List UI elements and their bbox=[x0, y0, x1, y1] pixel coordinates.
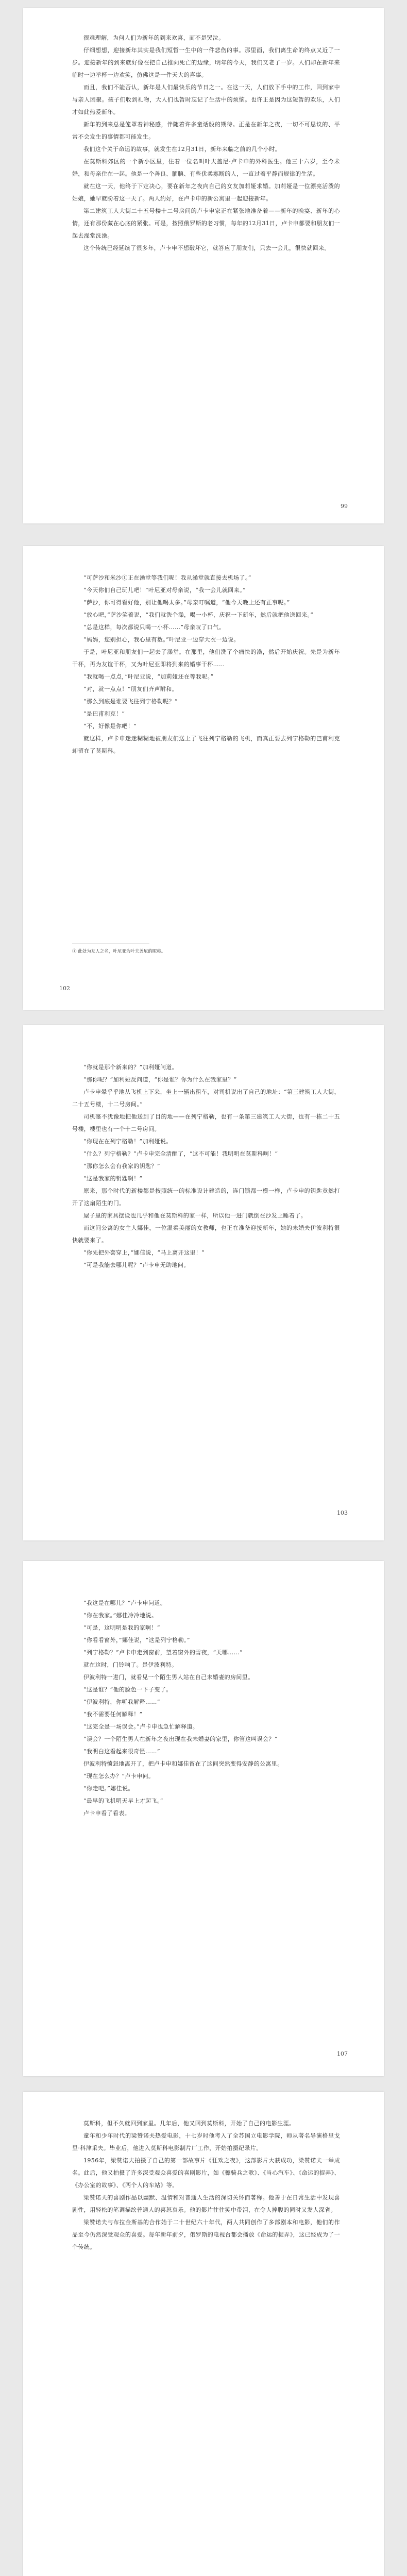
paragraph: 伊波利特一进门，就看见一个陌生男人站在自己未婚妻的房间里。 bbox=[83, 1674, 254, 1681]
book-page bbox=[23, 8, 384, 523]
paragraph: “今天你们自己玩儿吧！”叶尼亚对母亲说，“我一会儿就回来。” bbox=[83, 587, 246, 594]
paragraph: “萨沙，你可得看好他，别让他喝太多。”母亲叮嘱道，“他今天晚上还有正事呢。” bbox=[83, 599, 290, 606]
paragraph: 卢卡申看了看表。 bbox=[83, 1810, 131, 1817]
paragraph: 伊波利特愤怒地离开了，把卢卡申和娜佳留在了这间突然变得安静的公寓里。 bbox=[83, 1760, 283, 1767]
paragraph: 就在这一天，他终于下定决心，要在新年之夜向自己的女友加莉娅求婚。加莉娅是一位漂亮活泼的姑娘，她早就盼着这一天了。两人约好，在卢卡申的新公寓里一起迎接新年。 bbox=[72, 183, 340, 202]
paragraph: 而这间公寓的女主人娜佳，一位温柔美丽的女教师，也正在准备迎接新年，她的未婚夫伊波利特很快就要来了。 bbox=[72, 1225, 340, 1244]
paragraph: “可萨沙和米沙①正在澡堂等我们呢！我从澡堂就直接去机场了。” bbox=[83, 574, 251, 581]
paragraph: “最早的飞机明天早上才起飞。” bbox=[83, 1798, 163, 1804]
page-body bbox=[72, 1061, 340, 1272]
page-number: 102 bbox=[59, 985, 70, 992]
paragraph: 第二建筑工人大街二十五号楼十二号房间的卢卡申家正在紧张地准备着——新年的晚宴、新年的心情，还有那份藏在心底的紧张。可是，按照俄罗斯的老习惯，每年的12月31日，卢卡申都要和朋友们一起去澡堂洗澡。 bbox=[72, 208, 340, 239]
paragraph: 而且，我们不能否认，新年是人们最快乐的节日之一。在这一天，人们放下手中的工作，回到家中与亲人团聚。孩子们收到礼物，大人们也暂时忘记了生活中的烦恼。也许正是因为这短暂的欢乐，人们才如此热爱新年。 bbox=[72, 84, 340, 115]
page-body bbox=[72, 1597, 340, 1820]
paragraph: “对，就一点点！”朋友们齐声附和。 bbox=[83, 686, 178, 692]
page-number: 99 bbox=[341, 503, 348, 510]
paragraph: 司机毫不犹豫地把他送到了目的地——在列宁格勒，也有一条第三建筑工人大街，也有一栋二十五号楼，楼里也有一个十二号房间。 bbox=[72, 1113, 340, 1132]
paragraph: 仔细想想，迎接新年其实是我们短暂一生中的一件悲伤的事。那里面，我们离生命的终点又近了一步。迎接新年的到来就好像在把自己推向死亡的边缘，明年的今天，我们又老了一岁。人们却在新年来临时一边举杯一边欢笑，仿佛这是一件天大的喜事。 bbox=[72, 47, 340, 78]
paragraph: “不，好像是你吧！” bbox=[83, 723, 137, 730]
paragraph: “列宁格勒？”卢卡申走到窗前，望着窗外的雪夜，“天哪……” bbox=[83, 1649, 243, 1656]
paragraph: “现在怎么办？”卢卡申问。 bbox=[83, 1773, 155, 1780]
paragraph: “那你怎么会有我家的钥匙？” bbox=[83, 1163, 160, 1170]
paragraph: “那你呢？”加利娅反问道，“你是谁？你为什么在我家里？” bbox=[83, 1076, 237, 1083]
paragraph: “你现在在列宁格勒！”加利娅说。 bbox=[83, 1138, 172, 1145]
paragraph: “可是，这明明是我的家啊！” bbox=[83, 1624, 160, 1631]
paragraph: 就这样，卢卡申迷迷糊糊地被朋友们送上了飞往列宁格勒的飞机，而真正要去列宁格勒的巴甫利克却留在了莫斯科。 bbox=[72, 735, 340, 754]
paragraph: “伊波利特，你听我解释……” bbox=[83, 1699, 160, 1705]
paragraph: 就在这时，门铃响了。是伊波利特。 bbox=[83, 1662, 178, 1668]
paragraph: 于是，叶尼亚和朋友们一起去了澡堂。在那里，他们洗了个痛快的澡，然后开始庆祝。先是为新年干杯，再为友谊干杯，又为叶尼亚即将到来的婚事干杯…… bbox=[72, 649, 340, 668]
page-body bbox=[72, 32, 340, 255]
book-page bbox=[23, 546, 384, 1010]
paragraph: “误会？一个陌生男人在新年之夜出现在我未婚妻的家里，你管这叫误会？” bbox=[83, 1736, 278, 1742]
footnote: ① 此处为友人之名，叶尼亚为叶夫盖尼的昵称。 bbox=[72, 949, 166, 954]
paragraph: 1956年，梁赞诺夫拍摄了自己的第一部故事片《狂欢之夜》，这部影片大获成功，梁赞诺夫一举成名。此后，他又拍摄了许多深受观众喜爱的喜剧影片，如《骠骑兵之歌》、《当心汽车》、《命运的捉弄》、《办公室的故事》、《两个人的车站》等。 bbox=[72, 2157, 340, 2189]
paragraph: “这是谁？”他的脸色一下子变了。 bbox=[83, 1686, 172, 1693]
paragraph: “我就喝一点点，”叶尼亚说，“加莉娅还在等我呢。” bbox=[83, 673, 214, 680]
paragraph: “什么？列宁格勒？”卢卡申完全清醒了，“这不可能！我明明在莫斯科啊！” bbox=[83, 1150, 278, 1157]
paragraph: 梁赞诺夫的喜剧作品以幽默、温情和对普通人生活的深切关怀而著称。他善于在日常生活中发现喜剧性，用轻松的笔调描绘普通人的喜怒哀乐。他的影片往往笑中带泪，在令人捧腹的同时又发人深省。 bbox=[72, 2194, 340, 2213]
paragraph: “这完全是一场误会。”卢卡申也急忙解释道。 bbox=[83, 1723, 199, 1730]
paragraph: 原来，那个时代的新楼都是按照统一的标准设计建造的，连门锁都一模一样，卢卡申的钥匙竟然打开了这扇陌生的门。 bbox=[72, 1188, 340, 1207]
paragraph: “总是这样，每次都说只喝一小杯……”母亲叹了口气。 bbox=[83, 624, 225, 631]
paragraph: “你先把外套穿上，”娜佳说，“马上离开这里！” bbox=[83, 1249, 205, 1256]
paragraph: “放心吧，”萨沙笑着说，“我们就洗个澡，喝一小杯，庆祝一下新年，然后就把他送回来。” bbox=[83, 612, 314, 618]
paragraph: 我们这个关于命运的故事，就发生在12月31日，新年来临之前的几个小时。 bbox=[83, 146, 281, 152]
paragraph: “你走吧。”娜佳说。 bbox=[83, 1785, 134, 1792]
paragraph: 很难理解，为何人们为新年的到来欢喜，而不是哭泣。 bbox=[83, 35, 225, 41]
book-page bbox=[23, 1025, 384, 1540]
page-number: 103 bbox=[337, 1510, 348, 1516]
paragraph: “可是我能去哪儿呢？”卢卡申无助地问。 bbox=[83, 1262, 190, 1268]
paragraph: “你看看窗外，”娜佳说，“这是列宁格勒。” bbox=[83, 1637, 190, 1643]
book-page bbox=[23, 1561, 384, 2076]
paragraph: “我明白这看起来很奇怪……” bbox=[83, 1748, 160, 1755]
paragraph: 新年的到来总是笼罩着神秘感，伴随着许多童话般的期待。正是在新年之夜，一切不可思议的、平常不会发生的事情都可能发生。 bbox=[72, 121, 340, 140]
paragraph: “我这是在哪儿？”卢卡申问道。 bbox=[83, 1600, 166, 1606]
paragraph: 这个传统已经延续了很多年，卢卡申不想破坏它，就答应了朋友们，只去一会儿，很快就回来。 bbox=[83, 245, 330, 251]
page-body bbox=[72, 572, 340, 757]
paragraph: “你在我家。”娜佳冷冷地说。 bbox=[83, 1612, 158, 1619]
paragraph: 屋子里的家具摆设也几乎和他在莫斯科的家一样，所以他一进门就倒在沙发上睡着了。 bbox=[83, 1212, 307, 1219]
paragraph: “妈妈，您别担心，我心里有数。”叶尼亚一边穿大衣一边说。 bbox=[83, 636, 240, 643]
paragraph: 在莫斯科郊区的一个新小区里，住着一位名叫叶夫盖尼·卢卡申的外科医生。他三十六岁，至今未婚，和母亲住在一起。他是一个善良、腼腆、有些优柔寡断的人，一直过着平静而规律的生活。 bbox=[72, 158, 340, 177]
book-page bbox=[23, 2092, 384, 2576]
paragraph: “我不需要任何解释！” bbox=[83, 1711, 143, 1718]
paragraph: 莫斯科，但不久就回到家里。几年后，他又回到莫斯科，开始了自己的电影生涯。 bbox=[83, 2120, 295, 2127]
paragraph: 童年和少年时代的梁赞诺夫热爱电影，十七岁时他考入了全苏国立电影学院，师从著名导演格里戈里·科津采夫。毕业后，他进入莫斯科电影制片厂工作，开始拍摄纪录片。 bbox=[72, 2132, 340, 2151]
paragraph: “你就是那个新来的？”加利娅问道。 bbox=[83, 1064, 178, 1071]
paragraph: “是巴甫利克！” bbox=[83, 710, 125, 717]
page-body bbox=[72, 2117, 340, 2253]
paragraph: “那么到底是谁要飞往列宁格勒呢？” bbox=[83, 698, 178, 705]
paragraph: 卢卡申晕乎乎地从飞机上下来，坐上一辆出租车，对司机说出了自己的地址：“第三建筑工人大街，二十五号楼，十二号房间。” bbox=[72, 1089, 340, 1108]
paragraph: 梁赞诺夫与布拉金斯基的合作始于二十世纪六十年代，两人共同创作了多部剧本和电影，他们的作品至今仍然深受观众的喜爱。每年新年前夕，俄罗斯的电视台都会播放《命运的捉弄》，这已经成为了一个传统。 bbox=[72, 2219, 340, 2250]
page-number: 107 bbox=[337, 2050, 348, 2057]
paragraph: “这是我家的钥匙啊！” bbox=[83, 1175, 143, 1182]
